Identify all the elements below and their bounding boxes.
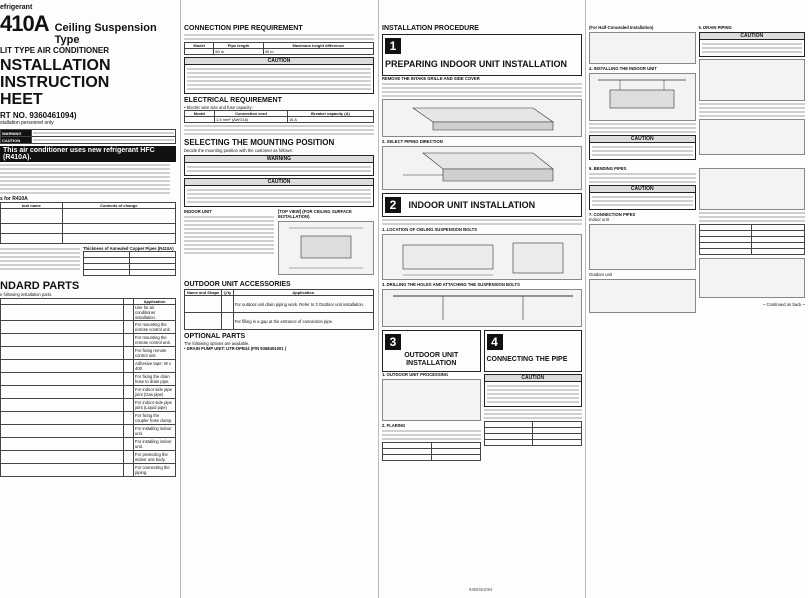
footer-code: 9360461094 bbox=[469, 587, 493, 592]
elec-cord-value: 1.5 mm² (AWG16) bbox=[215, 117, 288, 123]
suspension-bolts-drawing bbox=[383, 290, 581, 326]
outdoor-acc-row-0: For outdoor unit drain piping work. Refer to 3 Outdoor unit installation. bbox=[233, 296, 373, 313]
model-code: 410A bbox=[0, 11, 49, 36]
indoor-unit-label: Indoor unit bbox=[589, 217, 609, 222]
pipe-requirement-table bbox=[184, 42, 374, 55]
elec-col-cord: Connection cord bbox=[215, 111, 288, 117]
type-title: Ceiling Suspension Type bbox=[54, 22, 157, 46]
install-indoor-unit-heading: 4. INSTALLING THE INDOOR UNIT bbox=[589, 66, 657, 71]
indoor-unit-install-figure bbox=[589, 73, 696, 121]
piping-direction-drawing bbox=[383, 147, 581, 189]
step-2-box bbox=[382, 193, 582, 217]
parts-app-3: For fixing remote control unit. bbox=[134, 347, 176, 360]
pipe-col-model: Model bbox=[185, 43, 214, 49]
elec-col-breaker: Breaker capacity (A) bbox=[287, 111, 373, 117]
pipe-insulation-figure bbox=[699, 168, 806, 210]
step-2-title: INDOOR UNIT INSTALLATION bbox=[408, 199, 536, 210]
parts-app-2: For mounting the remote control unit. bbox=[134, 334, 176, 347]
step-4-number: 4 bbox=[487, 334, 503, 350]
application-heading: Application bbox=[134, 299, 176, 305]
step-1-sub: REMOVE THE INTAKE GRILLE AND SIDE COVER bbox=[382, 76, 480, 81]
step-1-title: PREPARING INDOOR UNIT INSTALLATION bbox=[385, 58, 567, 69]
tool-heading: tool name bbox=[1, 203, 63, 209]
electrical-note: • Electric wire size and fuse capacity: bbox=[184, 105, 253, 110]
indoor-unit-top-view-drawing bbox=[279, 222, 373, 274]
spec-heading: s for R410A bbox=[0, 196, 28, 202]
selecting-caution-box bbox=[184, 178, 374, 207]
step-3-title: OUTDOOR UNIT INSTALLATION bbox=[404, 351, 459, 367]
outdoor-acc-col-qty: Q'ty bbox=[223, 290, 232, 295]
elec-col-model: Model bbox=[185, 111, 215, 117]
page-fold-divider bbox=[378, 0, 379, 598]
header-prefix: efrigerant bbox=[0, 4, 33, 11]
r410a-banner: This air conditioner uses new refrigerant HFC (R410A). bbox=[0, 146, 176, 162]
indoor-unit-heading: INDOOR UNIT bbox=[184, 209, 212, 214]
outdoor-acc-row-1: For filling in a gap at the entrance of connection pipe. bbox=[233, 313, 373, 330]
parts-app-12: For connecting the piping. bbox=[134, 464, 176, 477]
drain-caution bbox=[699, 32, 806, 57]
bolt-location-drawing bbox=[383, 235, 581, 279]
standard-parts-note: e following installation parts. bbox=[0, 292, 53, 297]
step-3-box bbox=[382, 330, 481, 372]
drain-caution-heading: CAUTION bbox=[700, 33, 805, 40]
flare-heading: Thickness of Annealed Copper Pipes (R410A) bbox=[83, 246, 174, 251]
step-1-box bbox=[382, 34, 582, 76]
connection-pipes-heading: 7. CONNECTION PIPES bbox=[589, 212, 636, 217]
left-column bbox=[0, 0, 176, 598]
step-2-sub-2: 3. DRILLING THE HOLES AND ATTACHING THE SUSPENSION BOLTS bbox=[382, 282, 520, 287]
outdoor-acc-col-app: Application bbox=[233, 290, 373, 296]
optional-item: • DRAIN PUMP UNIT: UTR-DPB24 (P/N 9368451001 ) bbox=[184, 346, 287, 351]
main-title-line-2: HEET bbox=[0, 91, 43, 108]
safety-table bbox=[0, 129, 176, 144]
outdoor-accessories-title: OUTDOOR UNIT ACCESSORIES bbox=[184, 281, 291, 288]
torque-table bbox=[699, 224, 806, 255]
warning-label: WARNING bbox=[1, 130, 32, 137]
wrench-figure bbox=[699, 258, 806, 298]
pipe-caution-box bbox=[184, 57, 374, 94]
electrical-table bbox=[184, 110, 374, 123]
top-view-heading: [TOP VIEW] (FOR CEILING SURFACE INSTALLATION) bbox=[278, 209, 352, 219]
flare-connection-figure bbox=[589, 224, 696, 270]
tool-table bbox=[0, 202, 176, 244]
selecting-title: SELECTING THE MOUNTING POSITION bbox=[184, 138, 335, 147]
parts-app-8: For fixing the coupler hose clamp. bbox=[134, 412, 176, 425]
pipe-length-value: 50 m bbox=[214, 49, 263, 55]
indoor-install-caution-heading: CAUTION bbox=[590, 136, 695, 143]
suspension-bolts-figure bbox=[382, 289, 582, 327]
caution-heading-2: CAUTION bbox=[185, 179, 373, 186]
parts-app-6: For indoor side pipe joint (Gas pipe) bbox=[134, 386, 176, 399]
parts-app-1: For mounting the remote control unit. bbox=[134, 321, 176, 334]
indoor-install-caution bbox=[589, 135, 696, 160]
column-divider bbox=[180, 0, 181, 598]
step-4-caution bbox=[484, 374, 583, 407]
drain-piping-heading: 5. DRAIN PIPING bbox=[698, 25, 732, 30]
tool-contents-heading: Contents of change bbox=[62, 203, 175, 209]
subtitle: LIT TYPE AIR CONDITIONER bbox=[0, 46, 110, 55]
piping-direction-figure bbox=[382, 146, 582, 190]
parts-app-5: For fixing the drain hose to drain pipe. bbox=[134, 373, 176, 386]
top-view-figure bbox=[278, 221, 374, 275]
connection-table bbox=[484, 421, 583, 446]
step-2-sub-1: 1. LOCATION OF CEILING SUSPENSION BOLTS bbox=[382, 227, 477, 232]
parts-app-11: For protecting the indoor unit body. bbox=[134, 451, 176, 464]
main-title-line-1: NSTALLATION INSTRUCTION bbox=[0, 57, 111, 91]
step-3-number: 3 bbox=[385, 334, 401, 350]
connection-pipe-title: CONNECTION PIPE REQUIREMENT bbox=[184, 25, 303, 32]
parts-app-10: For installing indoor unit. bbox=[134, 438, 176, 451]
outdoor-connection-figure bbox=[589, 279, 696, 313]
parts-app-7: For indoor side pipe joint (Liquid pipe) bbox=[134, 399, 176, 412]
optional-parts-title: OPTIONAL PARTS bbox=[184, 333, 246, 340]
requirements-column bbox=[184, 0, 374, 598]
step-3-flaring: 2. FLARING bbox=[382, 423, 406, 428]
step-2-sub: 2. SELECT PIPING DIRECTION bbox=[382, 139, 443, 144]
intake-grille-drawing bbox=[383, 100, 581, 136]
selecting-warning-box bbox=[184, 155, 374, 176]
bolt-location-figure bbox=[382, 234, 582, 280]
electrical-title: ELECTRICAL REQUIREMENT bbox=[184, 97, 282, 104]
column-divider bbox=[585, 0, 586, 598]
drain-hose-figure bbox=[699, 119, 806, 155]
intake-grille-figure bbox=[382, 99, 582, 137]
step-4-title: CONNECTING THE PIPE bbox=[486, 355, 568, 363]
drain-piping-figure bbox=[699, 59, 806, 101]
selecting-note: Decide the mounting position with the customer as follows: bbox=[184, 148, 293, 153]
caution-heading: CAUTION bbox=[185, 58, 373, 65]
procedure-column bbox=[382, 0, 582, 598]
bending-caution bbox=[589, 185, 696, 210]
part-note: stallation personnel only bbox=[0, 120, 54, 126]
step-4-caution-heading: CAUTION bbox=[485, 375, 582, 382]
step-4-box bbox=[484, 330, 583, 372]
flare-table bbox=[83, 251, 176, 276]
standard-parts-title: NDARD PARTS bbox=[0, 280, 80, 292]
concealed-install-heading: (For Half-Concealed Installation) bbox=[589, 25, 654, 30]
procedure-title: INSTALLATION PROCEDURE bbox=[382, 25, 479, 32]
pipe-height-value: 30 m bbox=[263, 49, 373, 55]
continued-note: ~ Continued on back ~ bbox=[762, 302, 805, 307]
outdoor-acc-col-name: Name and Shape bbox=[185, 290, 222, 296]
standard-parts-table bbox=[0, 298, 176, 477]
pipe-col-length: Pipe length bbox=[214, 43, 263, 49]
step-1-number: 1 bbox=[385, 38, 401, 54]
caution-label: CAUTION bbox=[1, 137, 32, 144]
part-number: RT NO. 9360461094) bbox=[0, 111, 77, 120]
parts-app-4: Adhesive tape: W x 400 bbox=[134, 360, 176, 373]
bending-caution-heading: CAUTION bbox=[590, 186, 695, 193]
outdoor-accessories-table bbox=[184, 289, 374, 330]
warning-heading: WARNING bbox=[185, 156, 373, 163]
optional-note: The following options are available. bbox=[184, 341, 250, 346]
pipe-col-height: Maximum height difference bbox=[263, 43, 373, 49]
indoor-unit-install-drawing bbox=[590, 74, 694, 120]
flaring-table bbox=[382, 442, 481, 461]
parts-app-9: For installing indoor unit. bbox=[134, 425, 176, 438]
concealed-install-figure bbox=[589, 32, 696, 64]
elec-breaker-value: 15 A bbox=[287, 117, 373, 123]
step-2-number: 2 bbox=[385, 197, 401, 213]
outdoor-unit-label: Outdoor unit bbox=[589, 272, 613, 277]
step-3-sub: 1. OUTDOOR UNIT PROCESSING bbox=[382, 372, 449, 377]
bending-pipes-heading: 6. BENDING PIPES bbox=[589, 166, 627, 171]
parts-app-0: Use for air conditioner installation. bbox=[134, 305, 176, 321]
outdoor-processing-figure bbox=[382, 379, 481, 421]
